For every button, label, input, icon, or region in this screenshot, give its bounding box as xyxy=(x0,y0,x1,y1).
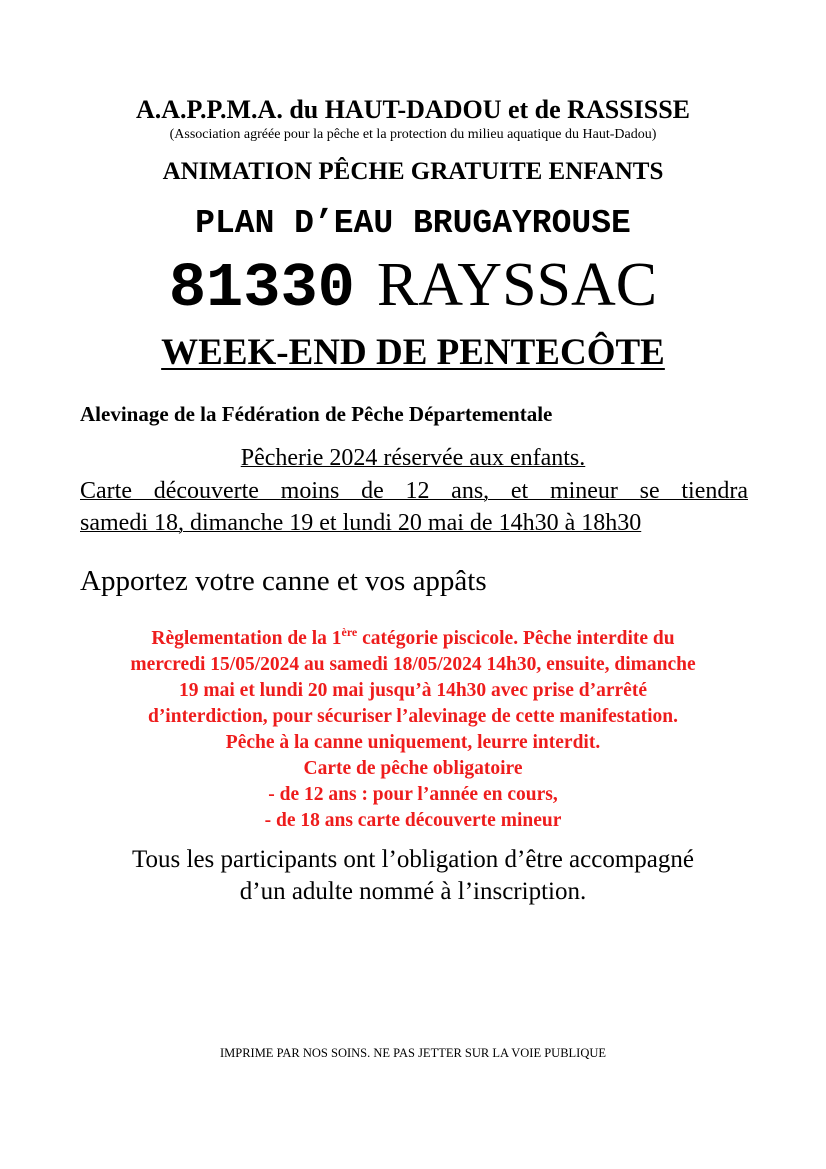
footer-notice: IMPRIME PAR NOS SOINS. NE PAS JETTER SUR LA VOIE PUBLIQUE xyxy=(219,1046,607,1060)
animation-heading: ANIMATION PÊCHE GRATUITE ENFANTS xyxy=(162,158,664,185)
weekend-heading: WEEK-END DE PENTECÔTE xyxy=(161,332,665,373)
rules-line-6: Carte de pêche obligatoire xyxy=(303,758,523,779)
apportez-line: Apportez votre canne et vos appâts xyxy=(80,565,487,597)
rules-line-3: 19 mai et lundi 20 mai jusqu’à 14h30 avec prise d’arrêté xyxy=(179,680,647,701)
rules-line-1-start: Règlementation de la 1 xyxy=(151,628,342,649)
carte-decouverte-line: Carte découverte moins de 12 ans, et mineur se tiendra xyxy=(80,478,748,504)
rules-line-5: Pêche à la canne uniquement, leurre interdit. xyxy=(225,732,601,753)
association-title: A.A.P.P.M.A. du HAUT-DADOU et de RASSISSE xyxy=(135,95,691,124)
venue-heading: PLAN D’EAU BRUGAYROUSE xyxy=(195,205,631,242)
participants-line-1: Tous les participants ont l’obligation d’être accompagné xyxy=(132,846,694,873)
rules-line-2: mercredi 15/05/2024 au samedi 18/05/2024 14h30, ensuite, dimanche xyxy=(130,654,696,675)
rules-line-1-end: catégorie piscicole. Pêche interdite du xyxy=(357,628,675,649)
pecherie-line: Pêcherie 2024 réservée aux enfants. xyxy=(240,445,586,471)
postcode: 81330 xyxy=(168,253,355,324)
city-name: RAYSSAC xyxy=(376,251,658,319)
rules-line-4: d’interdiction, pour sécuriser l’alevinage de cette manifestation. xyxy=(147,706,679,727)
dates-line: samedi 18, dimanche 19 et lundi 20 mai de 14h30 à 18h30 xyxy=(80,510,642,536)
alevinage-line: Alevinage de la Fédération de Pêche Départementale xyxy=(80,402,553,426)
rules-line-7: - de 12 ans : pour l’année en cours, xyxy=(268,784,558,805)
rules-line-1-superscript: ère xyxy=(341,625,358,639)
association-subtitle: (Association agréée pour la pêche et la protection du milieu aquatique du Haut-Dadou) xyxy=(169,127,657,142)
location-heading xyxy=(0,250,826,324)
rules-line-8: - de 18 ans carte découverte mineur xyxy=(264,810,562,831)
participants-line-2: d’un adulte nommé à l’inscription. xyxy=(239,878,587,905)
rules-line-1 xyxy=(0,626,826,652)
